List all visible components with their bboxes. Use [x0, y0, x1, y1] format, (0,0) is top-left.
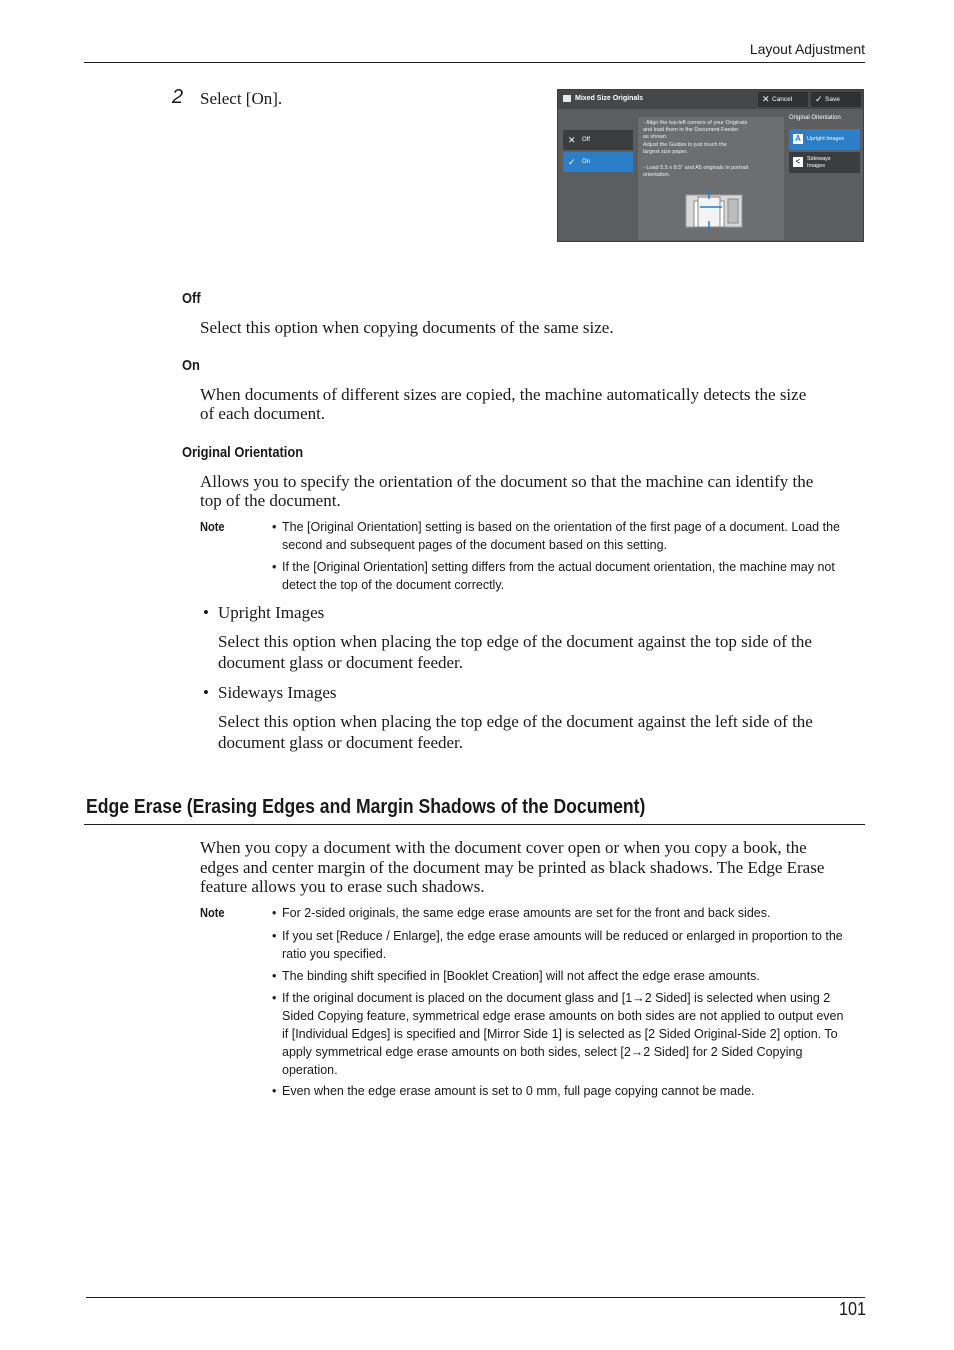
save-button[interactable]: ✓ Save — [811, 92, 861, 107]
document-icon — [563, 95, 571, 102]
screen-title: Mixed Size Originals — [575, 95, 644, 102]
option-on-button[interactable]: ✓ On — [563, 152, 633, 172]
note-item: • For 2-sided originals, the same edge erase amounts are set for the front and back sides. — [272, 906, 771, 920]
checkmark-icon: ✓ — [568, 157, 576, 167]
section-rule — [84, 824, 865, 825]
bullet-icon: • — [272, 520, 277, 534]
instruction-line: as shown. — [643, 134, 668, 140]
edge-erase-description-line: When you copy a document with the document cover open or when you copy a book, the — [200, 838, 807, 857]
step-text: Select [On]. — [200, 89, 283, 108]
edge-erase-description-line: edges and center margin of the document may be printed as black shadows. The Edge Erase — [200, 858, 825, 877]
instruction-line: - Align the top-left corners of your Originals — [643, 120, 748, 126]
bullet-icon: • — [272, 906, 277, 920]
upright-images-button[interactable]: A Upright Images — [789, 129, 860, 150]
bullet-icon: • — [272, 1084, 277, 1098]
note-label: Note — [200, 905, 225, 920]
note-label: Note — [200, 519, 225, 534]
bullet-icon: • — [272, 991, 277, 1005]
instruction-line: and load them in the Document Feeder — [643, 127, 739, 133]
screen-title-bar — [558, 90, 863, 109]
feeder-illustration — [678, 187, 748, 237]
cancel-button[interactable]: ✕ Cancel — [758, 92, 808, 107]
instruction-line: Adjust the Guides to just touch the — [643, 142, 727, 148]
sideways-orientation-icon: < — [793, 157, 803, 167]
bullet-icon: • — [272, 560, 277, 574]
step-number: 2 — [172, 86, 184, 108]
note-item: • The binding shift specified in [Booklet Creation] will not affect the edge erase amounts. — [272, 969, 760, 983]
off-heading: Off — [182, 290, 201, 307]
bullet-icon: • — [203, 603, 209, 622]
sideways-images-description-line: Select this option when placing the top edge of the document against the left side of the — [218, 712, 813, 731]
edge-erase-heading: Edge Erase (Erasing Edges and Margin Shadows of the Document) — [86, 796, 646, 818]
footer-rule — [86, 1297, 865, 1298]
instruction-line: - Load 5.5 x 8.5" and A5 originals in portrait — [643, 165, 749, 171]
running-header: Layout Adjustment — [749, 41, 865, 57]
mixed-size-originals-screenshot — [557, 89, 864, 242]
orientation-description-line: top of the document. — [200, 491, 341, 510]
orientation-label: Original Orientation — [789, 115, 841, 121]
on-heading: On — [182, 357, 200, 374]
instruction-line: largest size paper. — [643, 149, 688, 155]
page-number: 101 — [838, 1299, 866, 1319]
sideways-images-title: Sideways Images — [218, 683, 337, 702]
off-description: Select this option when copying documents of the same size. — [200, 318, 614, 337]
bullet-icon: • — [272, 969, 277, 983]
note-item: • If the original document is placed on the document glass and [1→2 Sided] is selected when using 2 Sided Copying feature, symmetrical edge erase amounts on both sides are not applied to output even if [Individual Edges] is specified and [Mirror Side 1] is selected as [2 Sided Original-Side 2] option. To apply symmetrical edge erase amounts on both sides, select [2→2 Sided] for 2 Sided Copying operation. — [272, 991, 844, 1077]
instruction-line: orientation. — [643, 172, 671, 178]
edge-erase-description-line: feature allows you to erase such shadows. — [200, 877, 485, 896]
orientation-description-line: Allows you to specify the orientation of the document so that the machine can identify the — [200, 472, 814, 491]
upright-images-description-line: document glass or document feeder. — [218, 653, 464, 672]
checkmark-icon: ✓ — [815, 94, 823, 104]
upright-images-description-line: Select this option when placing the top edge of the document against the top side of the — [218, 632, 812, 651]
orientation-heading: Original Orientation — [182, 444, 304, 461]
instruction-panel — [638, 117, 784, 240]
bullet-icon: • — [272, 929, 277, 943]
on-description-line: of each document. — [200, 404, 326, 423]
note-item: • The [Original Orientation] setting is based on the orientation of the first page of a document. Load the second and subsequent pages of the document based on this setting. — [272, 520, 840, 552]
note-item: • If you set [Reduce / Enlarge], the edge erase amounts will be reduced or enlarged in proportion to the ratio you specified. — [272, 929, 843, 961]
upright-orientation-icon: A — [793, 134, 803, 144]
bullet-icon: • — [203, 683, 209, 702]
upright-images-title: Upright Images — [218, 603, 325, 622]
note-item: • Even when the edge erase amount is set to 0 mm, full page copying cannot be made. — [272, 1084, 755, 1098]
on-description-line: When documents of different sizes are copied, the machine automatically detects the size — [200, 385, 807, 404]
sideways-images-description-line: document glass or document feeder. — [218, 733, 464, 752]
option-off-button[interactable]: ✕ Off — [563, 130, 633, 150]
close-icon: ✕ — [568, 135, 576, 145]
sideways-images-button[interactable]: < Sideways Images — [789, 152, 860, 173]
close-icon: ✕ — [762, 94, 770, 104]
note-item: • If the [Original Orientation] setting differs from the actual document orientation, the machine may not detect the top of the document correctly. — [272, 560, 835, 592]
header-rule — [84, 62, 865, 63]
